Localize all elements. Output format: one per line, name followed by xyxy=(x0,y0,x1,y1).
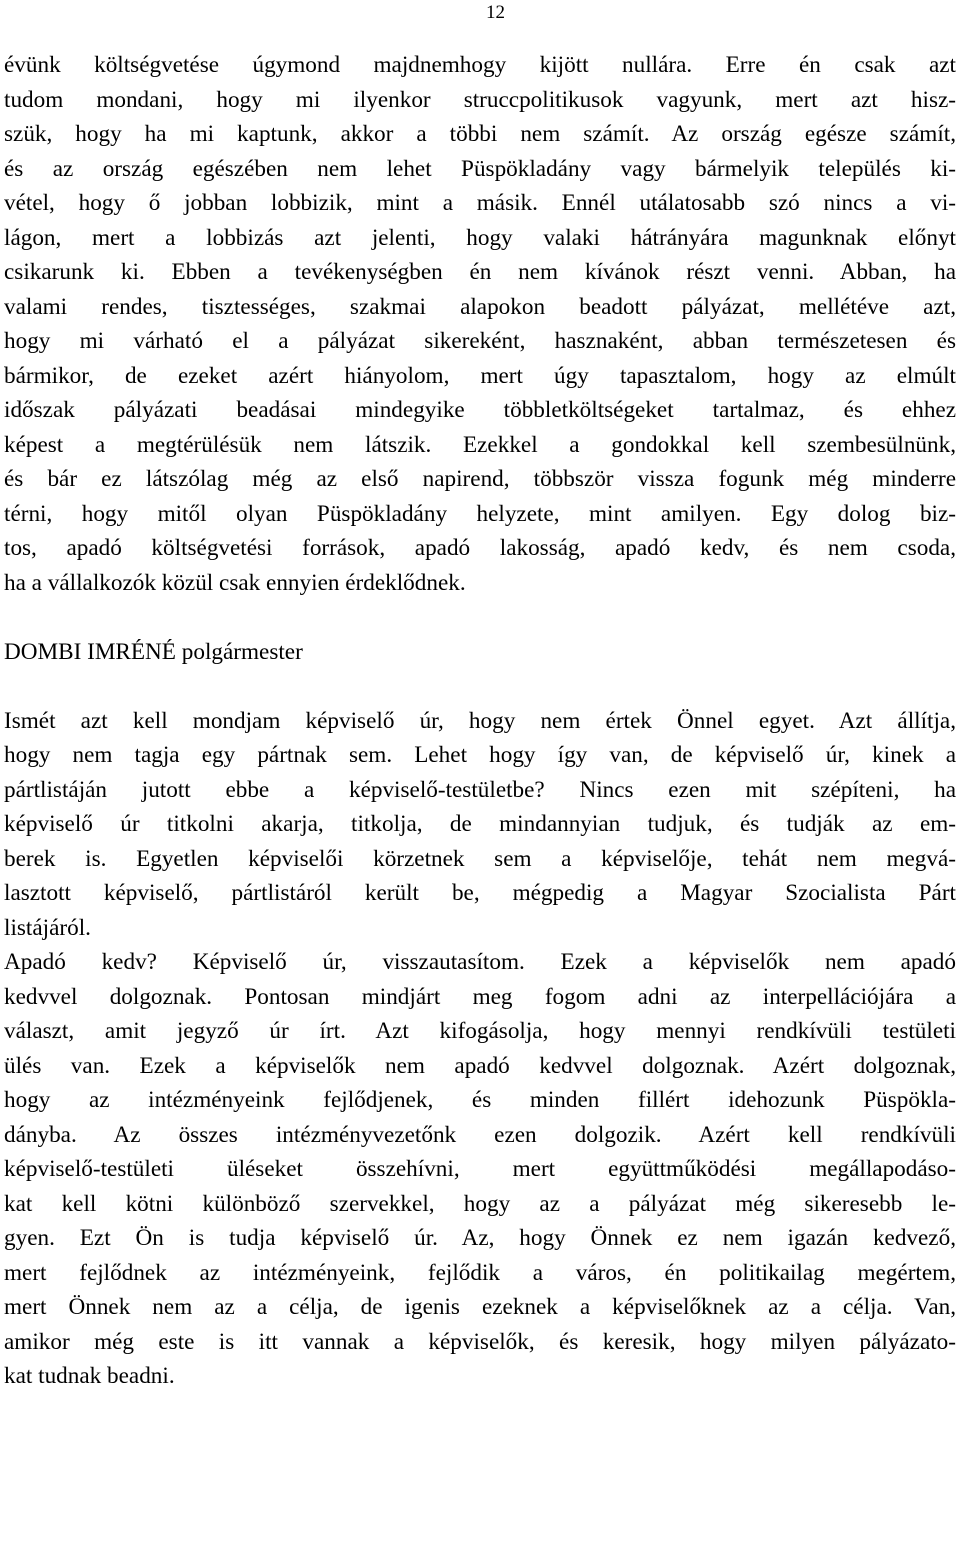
text-line: képest a megtérülésük nem látszik. Ezekkel a gondokkal kell szembesülnünk, xyxy=(4,431,956,458)
paragraph-2 xyxy=(4,704,956,946)
text-line: ha a vállalkozók közül csak ennyien érdeklődnek. xyxy=(4,569,466,596)
text-line: Apadó kedv? Képviselő úr, visszautasítom. Ezek a képviselők nem apadó xyxy=(4,949,956,975)
text-line: lágon, mert a lobbizás azt jelenti, hogy valaki hátrányára magunknak előnyt xyxy=(4,224,956,251)
text-line: hogy az intézményeink fejlődjenek, és minden fillért idehozunk Püspökla- xyxy=(4,1087,956,1113)
text-line: listájáról. xyxy=(4,914,91,941)
page-number: 12 xyxy=(486,2,505,23)
paragraph-spacer xyxy=(4,669,956,704)
paragraph-1 xyxy=(4,48,956,600)
text-line: kat kell kötni különböző szervekkel, hogy az a pályázat még sikeresebb le- xyxy=(4,1190,956,1217)
text-line: térni, hogy mitől olyan Püspökladány helyzete, mint amilyen. Egy dolog biz- xyxy=(4,500,956,527)
text-line: mert Önnek nem az a célja, de igenis ezeknek a képviselőknek az a célja. Van, xyxy=(4,1294,956,1320)
text-line: hogy nem tagja egy pártnak sem. Lehet hogy így van, de képviselő úr, kinek a xyxy=(4,742,956,768)
text-line: bármikor, de ezeket azért hiányolom, mert úgy tapasztalom, hogy az elmúlt xyxy=(4,362,956,389)
paragraph-spacer xyxy=(4,600,956,635)
text-line: Ismét azt kell mondjam képviselő úr, hogy nem értek Önnel egyet. Azt állítja, xyxy=(4,707,956,734)
text-line: csikarunk ki. Ebben a tevékenységben én nem kívánok részt venni. Abban, ha xyxy=(4,259,956,285)
text-line: pártlistáján jutott ebbe a képviselő-testületbe? Nincs ezen mit szépíteni, ha xyxy=(4,776,956,803)
text-line: kedvvel dolgoznak. Pontosan mindjárt meg fogom adni az interpellációjára a xyxy=(4,983,956,1010)
text-line: kat tudnak beadni. xyxy=(4,1363,175,1389)
paragraph-3 xyxy=(4,945,956,1394)
text-line: képviselő úr titkolni akarja, titkolja, de mindannyian tudjuk, és tudják az em- xyxy=(4,811,956,837)
text-line: tos, apadó költségvetési források, apadó lakosság, apadó kedv, és nem csoda, xyxy=(4,535,956,561)
text-line: berek is. Egyetlen képviselői körzetnek sem a képviselője, tehát nem megvá- xyxy=(4,845,956,872)
text-line: képviselő-testületi üléseket összehívni, mert együttműködési megállapodáso- xyxy=(4,1156,956,1182)
text-line: szük, hogy ha mi kaptunk, akkor a többi nem számít. Az ország egésze számít, xyxy=(4,121,956,147)
text-line: és bár ez látszólag még az első napirend, többször vissza fogunk még minderre xyxy=(4,466,956,492)
text-line: ülés van. Ezek a képviselők nem apadó kedvvel dolgoznak. Azért dolgoznak, xyxy=(4,1052,956,1079)
text-line: és az ország egészében nem lehet Püspökladány vagy bármelyik település ki- xyxy=(4,155,956,182)
text-line: mert fejlődnek az intézményeink, fejlődik a város, én politikailag megértem, xyxy=(4,1259,956,1286)
text-line: lasztott képviselő, pártlistáról került be, mégpedig a Magyar Szocialista Párt xyxy=(4,880,956,906)
text-line: időszak pályázati beadásai mindegyike többletköltségeket tartalmaz, és ehhez xyxy=(4,397,956,423)
text-line: vétel, hogy ő jobban lobbizik, mint a másik. Ennél utálatosabb szó nincs a vi- xyxy=(4,190,956,216)
text-line: dányba. Az összes intézményvezetőnk ezen dolgozik. Azért kell rendkívüli xyxy=(4,1121,956,1148)
text-line: választ, amit jegyző úr írt. Azt kifogásolja, hogy mennyi rendkívüli testületi xyxy=(4,1018,956,1044)
document-body xyxy=(4,48,956,1394)
text-line: amikor még este is itt vannak a képviselők, és keresik, hogy milyen pályázato- xyxy=(4,1328,956,1355)
text-line: valami rendes, tisztességes, szakmai alapokon beadott pályázat, mellétéve azt, xyxy=(4,293,956,320)
text-line: hogy mi várható el a pályázat sikereként, hasznaként, abban természetesen és xyxy=(4,328,956,354)
text-line: gyen. Ezt Ön is tudja képviselő úr. Az, hogy Önnek ez nem igazán kedvező, xyxy=(4,1225,956,1251)
text-line: évünk költségvetése úgymond majdnemhogy kijött nullára. Erre én csak azt xyxy=(4,52,956,78)
text-line: tudom mondani, hogy mi ilyenkor struccpolitikusok vagyunk, mert azt hisz- xyxy=(4,86,956,113)
speaker-name: DOMBI IMRÉNÉ polgármester xyxy=(4,638,303,665)
